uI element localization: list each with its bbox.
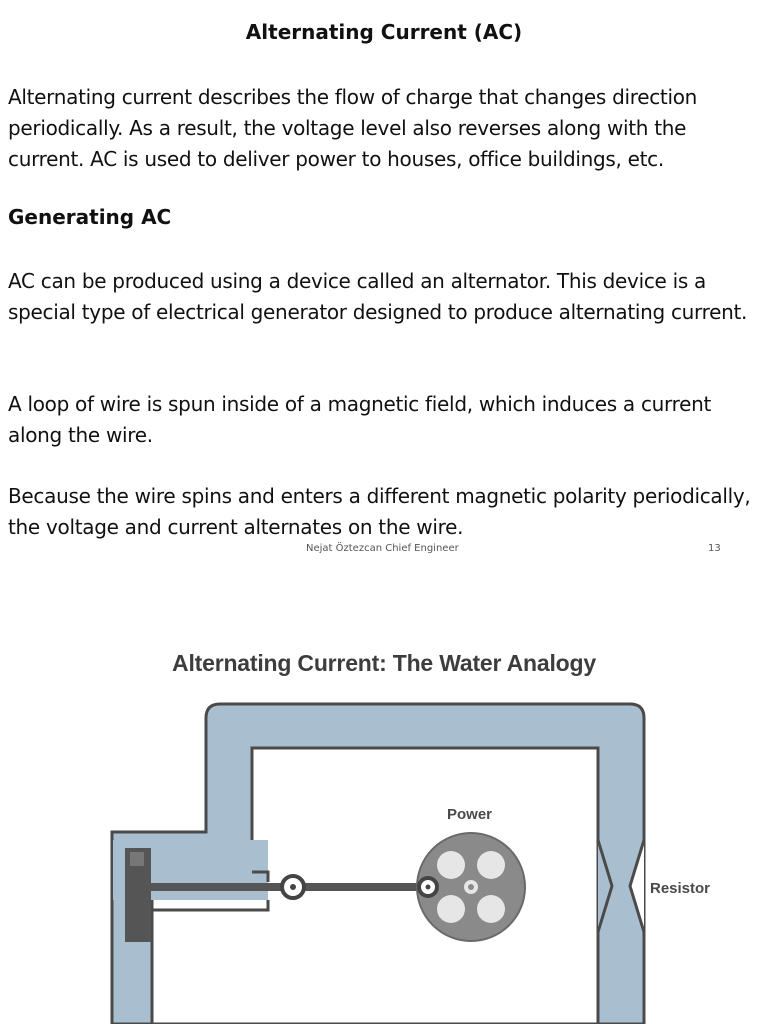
figure-title: Alternating Current: The Water Analogy xyxy=(172,650,596,676)
power-label: Power xyxy=(447,806,493,823)
paragraph-polarity: Because the wire spins and enters a different magnetic polarity periodically, the voltage and current alternates on the wire. xyxy=(8,484,751,539)
water-analogy-figure xyxy=(0,560,768,1024)
section-heading-generating-ac: Generating AC xyxy=(8,205,172,229)
resistor-label: Resistor xyxy=(650,880,711,897)
water-analogy-diagram xyxy=(0,560,768,1024)
footer-author: Nejat Öztezcan Chief Engineer xyxy=(306,543,459,554)
footer-page-number: 13 xyxy=(708,543,721,554)
page-title: Alternating Current (AC) xyxy=(245,20,523,44)
paragraph-ac-definition: Alternating current describes the flow of charge that changes direction periodically. As a result, the voltage level also reverses along with the current. AC is used to deliver power to houses, office buildings, etc. xyxy=(8,85,698,171)
paragraph-wire-loop: A loop of wire is spun inside of a magnetic field, which induces a current along the wire. xyxy=(8,392,711,447)
paragraph-alternator: AC can be produced using a device called an alternator. This device is a special type of electrical generator designed to produce alternating current. xyxy=(8,269,748,324)
